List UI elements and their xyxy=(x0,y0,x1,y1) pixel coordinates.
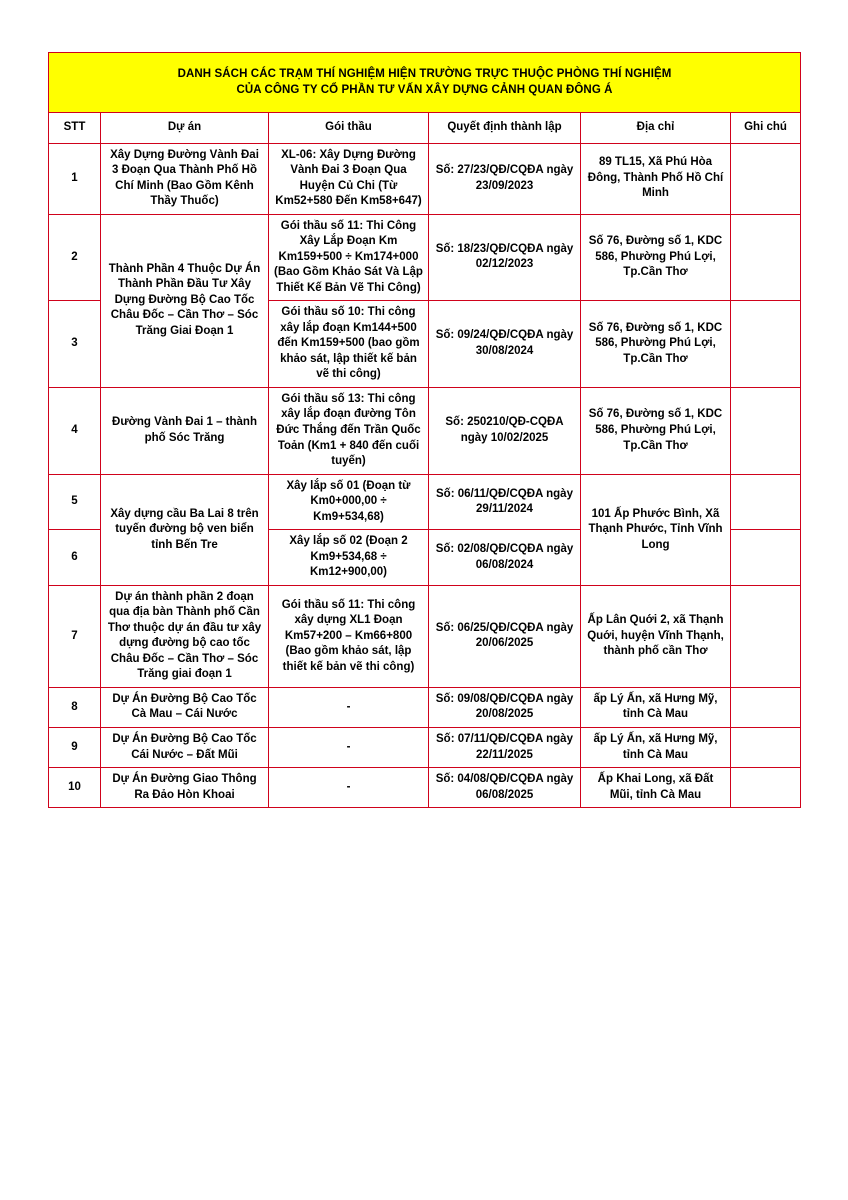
cell-note xyxy=(731,143,801,214)
title-row xyxy=(49,53,801,113)
table-row xyxy=(49,687,801,727)
cell-package: Gói thầu số 11: Thi công xây dựng XL1 Đoạn Km57+200 – Km66+800 (Bao gồm khảo sát, lập thiết kế bản vẽ thi công) xyxy=(269,585,429,687)
table-row xyxy=(49,143,801,214)
cell-note xyxy=(731,474,801,530)
cell-stt: 10 xyxy=(49,768,101,808)
cell-package: - xyxy=(269,727,429,767)
table-row xyxy=(49,768,801,808)
cell-project: Xây dựng cầu Ba Lai 8 trên tuyến đường bộ ven biển tỉnh Bến Tre xyxy=(101,474,269,585)
cell-decision: Số: 09/08/QĐ/CQĐA ngày 20/08/2025 xyxy=(429,687,581,727)
cell-project: Dự án thành phần 2 đoạn qua địa bàn Thành phố Cần Thơ thuộc dự án đầu tư xây dựng đường bộ cao tốc Châu Đốc – Cần Thơ – Sóc Trăng giai đoạn 1 xyxy=(101,585,269,687)
cell-stt: 4 xyxy=(49,387,101,474)
cell-package: XL-06: Xây Dựng Đường Vành Đai 3 Đoạn Qua Huyện Củ Chi (Từ Km52+580 Đến Km58+647) xyxy=(269,143,429,214)
cell-decision: Số: 06/25/QĐ/CQĐA ngày 20/06/2025 xyxy=(429,585,581,687)
cell-stt: 6 xyxy=(49,530,101,586)
cell-address: Ấp Khai Long, xã Đất Mũi, tỉnh Cà Mau xyxy=(581,768,731,808)
cell-address: Ấp Lân Quới 2, xã Thạnh Quới, huyện Vĩnh Thạnh, thành phố cần Thơ xyxy=(581,585,731,687)
cell-project: Thành Phần 4 Thuộc Dự Án Thành Phần Đầu Tư Xây Dựng Đường Bộ Cao Tốc Châu Đốc – Cần Thơ – Sóc Trăng Giai Đoạn 1 xyxy=(101,214,269,387)
cell-decision: Số: 09/24/QĐ/CQĐA ngày 30/08/2024 xyxy=(429,301,581,388)
cell-address: 89 TL15, Xã Phú Hòa Đông, Thành Phố Hồ Chí Minh xyxy=(581,143,731,214)
cell-stt: 7 xyxy=(49,585,101,687)
cell-decision: Số: 02/08/QĐ/CQĐA ngày 06/08/2024 xyxy=(429,530,581,586)
cell-note xyxy=(731,387,801,474)
column-header-stt: STT xyxy=(49,113,101,144)
cell-note xyxy=(731,214,801,301)
cell-note xyxy=(731,768,801,808)
cell-address: Số 76, Đường số 1, KDC 586, Phường Phú Lợi, Tp.Cần Thơ xyxy=(581,387,731,474)
table-row xyxy=(49,214,801,301)
table-row xyxy=(49,585,801,687)
cell-address: Số 76, Đường số 1, KDC 586, Phường Phú Lợi, Tp.Cần Thơ xyxy=(581,301,731,388)
table-header-row xyxy=(49,113,801,144)
table-row xyxy=(49,474,801,530)
cell-package: Gói thầu số 11: Thi Công Xây Lắp Đoạn Km Km159+500 ÷ Km174+000 (Bao Gồm Khảo Sát Và Lập Thiết Kế Bản Vẽ Thi Công) xyxy=(269,214,429,301)
cell-project: Dự Án Đường Giao Thông Ra Đảo Hòn Khoai xyxy=(101,768,269,808)
cell-note xyxy=(731,687,801,727)
cell-note xyxy=(731,301,801,388)
cell-note xyxy=(731,585,801,687)
column-header-package: Gói thầu xyxy=(269,113,429,144)
cell-package: Xây lắp số 01 (Đoạn từ Km0+000,00 ÷ Km9+534,68) xyxy=(269,474,429,530)
cell-decision: Số: 18/23/QĐ/CQĐA ngày 02/12/2023 xyxy=(429,214,581,301)
cell-package: Gói thầu số 10: Thi công xây lắp đoạn Km144+500 đến Km159+500 (bao gồm khảo sát, lập thiết kế bản vẽ thi công) xyxy=(269,301,429,388)
cell-stt: 8 xyxy=(49,687,101,727)
cell-note xyxy=(731,727,801,767)
cell-package: - xyxy=(269,687,429,727)
station-list-table xyxy=(48,52,801,808)
cell-address: ấp Lý Ấn, xã Hưng Mỹ, tỉnh Cà Mau xyxy=(581,727,731,767)
cell-decision: Số: 06/11/QĐ/CQĐA ngày 29/11/2024 xyxy=(429,474,581,530)
cell-project: Xây Dựng Đường Vành Đai 3 Đoạn Qua Thành Phố Hồ Chí Minh (Bao Gồm Kênh Thầy Thuốc) xyxy=(101,143,269,214)
cell-decision: Số: 250210/QĐ-CQĐA ngày 10/02/2025 xyxy=(429,387,581,474)
cell-note xyxy=(731,530,801,586)
column-header-address: Địa chỉ xyxy=(581,113,731,144)
cell-package: Xây lắp số 02 (Đoạn 2 Km9+534,68 ÷ Km12+900,00) xyxy=(269,530,429,586)
cell-stt: 9 xyxy=(49,727,101,767)
cell-project: Đường Vành Đai 1 – thành phố Sóc Trăng xyxy=(101,387,269,474)
cell-stt: 5 xyxy=(49,474,101,530)
table-row xyxy=(49,727,801,767)
column-header-note: Ghi chú xyxy=(731,113,801,144)
cell-stt: 1 xyxy=(49,143,101,214)
document-title xyxy=(49,53,801,113)
title-line-1: DANH SÁCH CÁC TRẠM THÍ NGHIỆM HIỆN TRƯỜNG TRỰC THUỘC PHÒNG THÍ NGHIỆM xyxy=(177,68,672,80)
cell-decision: Số: 07/11/QĐ/CQĐA ngày 22/11/2025 xyxy=(429,727,581,767)
cell-project: Dự Án Đường Bộ Cao Tốc Cái Nước – Đất Mũi xyxy=(101,727,269,767)
table-row xyxy=(49,387,801,474)
cell-decision: Số: 27/23/QĐ/CQĐA ngày 23/09/2023 xyxy=(429,143,581,214)
cell-stt: 3 xyxy=(49,301,101,388)
cell-project: Dự Án Đường Bộ Cao Tốc Cà Mau – Cái Nước xyxy=(101,687,269,727)
cell-package: Gói thầu số 13: Thi công xây lắp đoạn đường Tôn Đức Thắng đến Trần Quốc Toản (Km1 + 840 đến cuối tuyến) xyxy=(269,387,429,474)
cell-address: ấp Lý Ấn, xã Hưng Mỹ, tỉnh Cà Mau xyxy=(581,687,731,727)
cell-package: - xyxy=(269,768,429,808)
title-line-2: CỦA CÔNG TY CỔ PHẦN TƯ VẤN XÂY DỰNG CẢNH QUAN ĐÔNG Á xyxy=(236,83,613,96)
cell-address: Số 76, Đường số 1, KDC 586, Phường Phú Lợi, Tp.Cần Thơ xyxy=(581,214,731,301)
column-header-decision: Quyết định thành lập xyxy=(429,113,581,144)
column-header-project: Dự án xyxy=(101,113,269,144)
cell-address: 101 Ấp Phước Bình, Xã Thạnh Phước, Tỉnh Vĩnh Long xyxy=(581,474,731,585)
cell-decision: Số: 04/08/QĐ/CQĐA ngày 06/08/2025 xyxy=(429,768,581,808)
cell-stt: 2 xyxy=(49,214,101,301)
